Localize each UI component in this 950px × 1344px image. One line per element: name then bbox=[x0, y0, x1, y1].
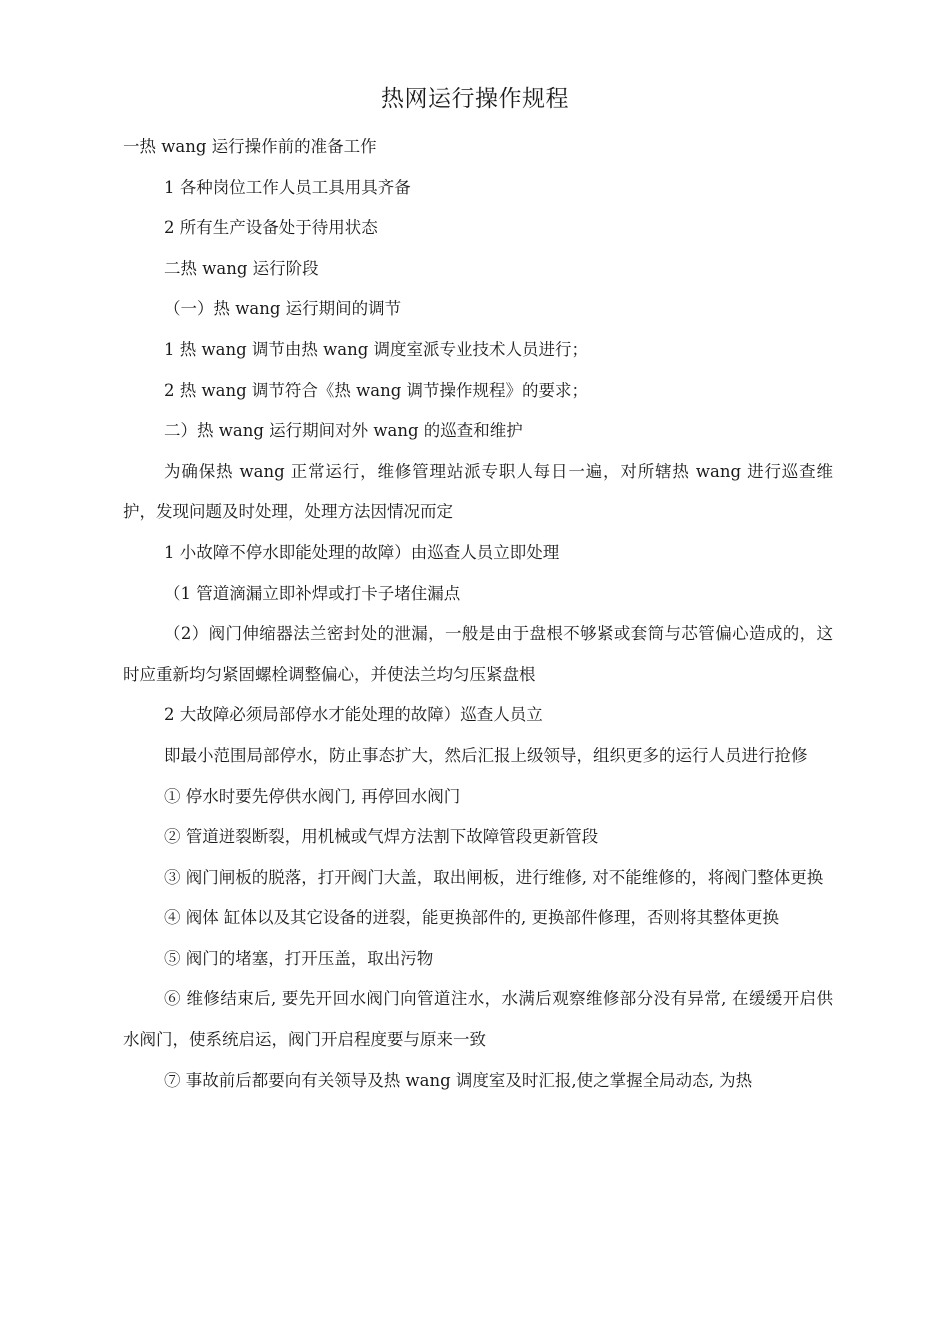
list-item: ⑥ 维修结束后, 要先开回水阀门向管道注水，水满后观察维修部分没有异常, 在缓缓开启供水阀门，使系统启运，阀门开启程度要与原来一致 bbox=[123, 989, 833, 1050]
document-title: 热网运行操作规程 bbox=[381, 86, 569, 112]
list-item: ② 管道迸裂断裂，用机械或气焊方法割下故障管段更新管段 bbox=[164, 827, 599, 847]
list-item: 2 热 wang 调节符合《热 wang 调节操作规程》的要求； bbox=[164, 380, 589, 400]
list-item: ④ 阀体 缸体以及其它设备的迸裂，能更换部件的, 更换部件修理，否则将其整体更换 bbox=[164, 908, 779, 928]
subsection-heading-inspection: 二）热 wang 运行期间对外 wang 的巡查和维护 bbox=[164, 421, 523, 441]
list-item: 1 各种岗位工作人员工具用具齐备 bbox=[164, 177, 411, 197]
document-body bbox=[123, 127, 833, 1101]
list-item: ⑤ 阀门的堵塞，打开压盖，取出污物 bbox=[164, 948, 434, 968]
list-item: ① 停水时要先停供水阀门, 再停回水阀门 bbox=[164, 786, 461, 806]
body-paragraph: 为确保热 wang 正常运行，维修管理站派专职人每日一遍，对所辖热 wang 进行巡查维护，发现问题及时处理，处理方法因情况而定 bbox=[123, 461, 833, 522]
list-item: ⑦ 事故前后都要向有关领导及热 wang 调度室及时汇报,使之掌握全局动态, 为热 bbox=[164, 1070, 753, 1090]
subsection-heading-adjustment: （一）热 wang 运行期间的调节 bbox=[164, 299, 402, 319]
section-heading-operation: 二热 wang 运行阶段 bbox=[164, 258, 319, 278]
list-item: 2 所有生产设备处于待用状态 bbox=[164, 218, 378, 238]
list-item: （1 管道滴漏立即补焊或打卡子堵住漏点 bbox=[164, 583, 461, 603]
list-item: 1 小故障不停水即能处理的故障）由巡查人员立即处理 bbox=[164, 542, 560, 562]
body-paragraph: 即最小范围局部停水，防止事态扩大，然后汇报上级领导，组织更多的运行人员进行抢修 bbox=[164, 745, 808, 765]
list-item: （2）阀门伸缩器法兰密封处的泄漏，一般是由于盘根不够紧或套筒与芯管偏心造成的，这时应重新均匀紧固螺栓调整偏心，并使法兰均匀压紧盘根 bbox=[123, 624, 833, 684]
list-item: ③ 阀门闸板的脱落，打开阀门大盖，取出闸板，进行维修, 对不能维修的，将阀门整体更换 bbox=[164, 867, 824, 887]
section-heading-preparation: 一热 wang 运行操作前的准备工作 bbox=[123, 137, 377, 156]
list-item: 1 热 wang 调节由热 wang 调度室派专业技术人员进行； bbox=[164, 339, 589, 359]
list-item: 2 大故障必须局部停水才能处理的故障）巡查人员立 bbox=[164, 705, 543, 725]
